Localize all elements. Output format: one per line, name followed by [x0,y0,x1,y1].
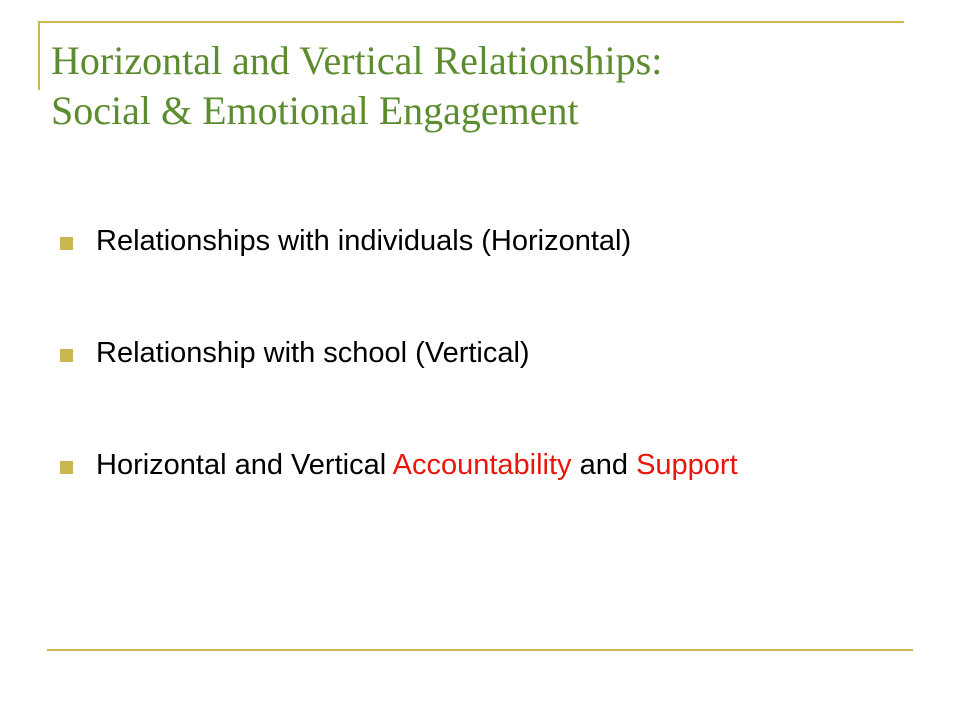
square-bullet-icon [60,461,73,474]
bullet-item [60,336,900,370]
top-horizontal-rule [38,21,904,23]
bullet-text: Relationships with individuals (Horizontal) [96,225,632,257]
slide-title [51,36,901,136]
title-line-1: Horizontal and Vertical Relationships: [51,38,663,83]
highlighted-word: Accountability [392,449,572,481]
square-bullet-icon [60,349,73,362]
bullet-item [60,448,900,482]
title-line-2: Social & Emotional Engagement [51,88,579,133]
highlighted-word: Support [636,449,738,481]
bullet-text-part: Horizontal and Vertical [96,449,393,481]
bullet-text: Relationship with school (Vertical) [96,337,530,369]
bullet-list [60,224,900,482]
square-bullet-icon [60,237,73,250]
bottom-horizontal-rule [47,649,913,651]
bullet-text [96,448,836,482]
bullet-item [60,224,900,258]
bullet-text-part: and [571,449,637,481]
top-vertical-rule [38,21,40,90]
